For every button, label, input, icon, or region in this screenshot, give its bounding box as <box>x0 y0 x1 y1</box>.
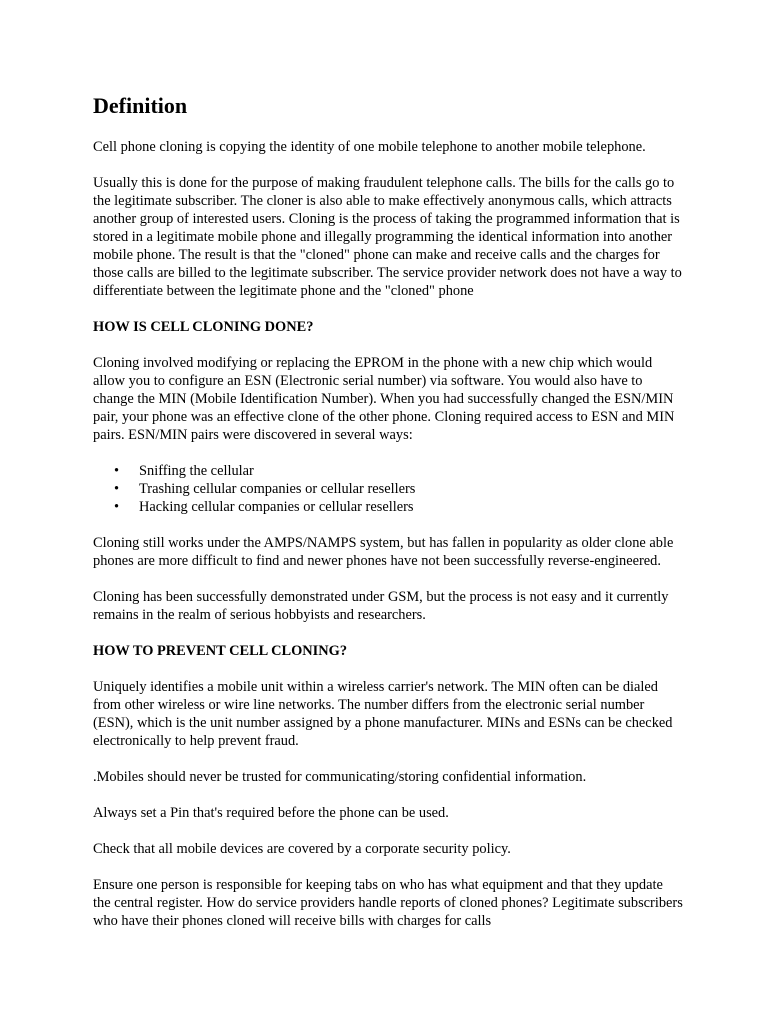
paragraph-set-pin: Always set a Pin that's required before the phone can be used. <box>93 805 449 821</box>
paragraph-cloning-method: Cloning involved modifying or replacing the EPROM in the phone with a new chip which would allow you to configure an ESN (Electronic serial number) via software. You would also have to change the MIN (Mobile Identification Number). When you had successfully changed the ESN/MIN pair, your phone was an effective clone of the other phone. Cloning required access to ESN and MIN pairs. ESN/MIN pairs were discovered in several ways: <box>93 355 675 443</box>
section-heading-how-cloning-done: HOW IS CELL CLONING DONE? <box>93 319 314 335</box>
list-item <box>114 480 683 498</box>
bullet-icon: • <box>114 463 120 479</box>
list-item-text: Hacking cellular companies or cellular resellers <box>139 499 414 515</box>
list-item-text: Trashing cellular companies or cellular resellers <box>139 481 416 497</box>
paragraph-mobiles-trust: .Mobiles should never be trusted for communicating/storing confidential information. <box>93 769 587 785</box>
list-item <box>114 498 683 516</box>
bullet-icon: • <box>114 481 120 497</box>
bullet-icon: • <box>114 499 120 515</box>
paragraph-security-policy: Check that all mobile devices are covered by a corporate security policy. <box>93 841 511 857</box>
list-item-text: Sniffing the cellular <box>139 463 254 479</box>
section-heading-how-to-prevent: HOW TO PREVENT CELL CLONING? <box>93 643 348 659</box>
page-title: Definition <box>93 93 188 118</box>
paragraph-gsm: Cloning has been successfully demonstrated under GSM, but the process is not easy and it currently remains in the realm of serious hobbyists and researchers. <box>93 589 669 623</box>
paragraph-intro-2: Usually this is done for the purpose of making fraudulent telephone calls. The bills for the calls go to the legitimate subscriber. The cloner is also able to make effectively anonymous calls, which attracts another group of interested users. Cloning is the process of taking the programmed information that is stored in a legitimate mobile phone and illegally programming the identical information into another mobile phone. The result is that the "cloned" phone can make and receive calls and the charges for those calls are billed to the legitimate subscriber. The service provider network does not have a way to differentiate between the legitimate phone and the "cloned" phone <box>93 175 682 299</box>
document-body <box>93 92 683 948</box>
paragraph-amps-namps: Cloning still works under the AMPS/NAMPS system, but has fallen in popularity as older clone able phones are more difficult to find and newer phones have not been successfully reverse-engineered. <box>93 535 674 569</box>
paragraph-min-esn: Uniquely identifies a mobile unit within a wireless carrier's network. The MIN often can be dialed from other wireless or wire line networks. The number differs from the electronic serial number (ESN), which is the unit number assigned by a phone manufacturer. MINs and ESNs can be checked electronically to help prevent fraud. <box>93 679 673 749</box>
paragraph-intro-1: Cell phone cloning is copying the identity of one mobile telephone to another mobile telephone. <box>93 139 646 155</box>
list-item <box>114 462 683 480</box>
paragraph-responsible-person: Ensure one person is responsible for keeping tabs on who has what equipment and that they update the central register. How do service providers handle reports of cloned phones? Legitimate subscribers who have their phones cloned will receive bills with charges for calls <box>93 877 683 929</box>
bullet-list-esn-discovery <box>93 462 683 516</box>
